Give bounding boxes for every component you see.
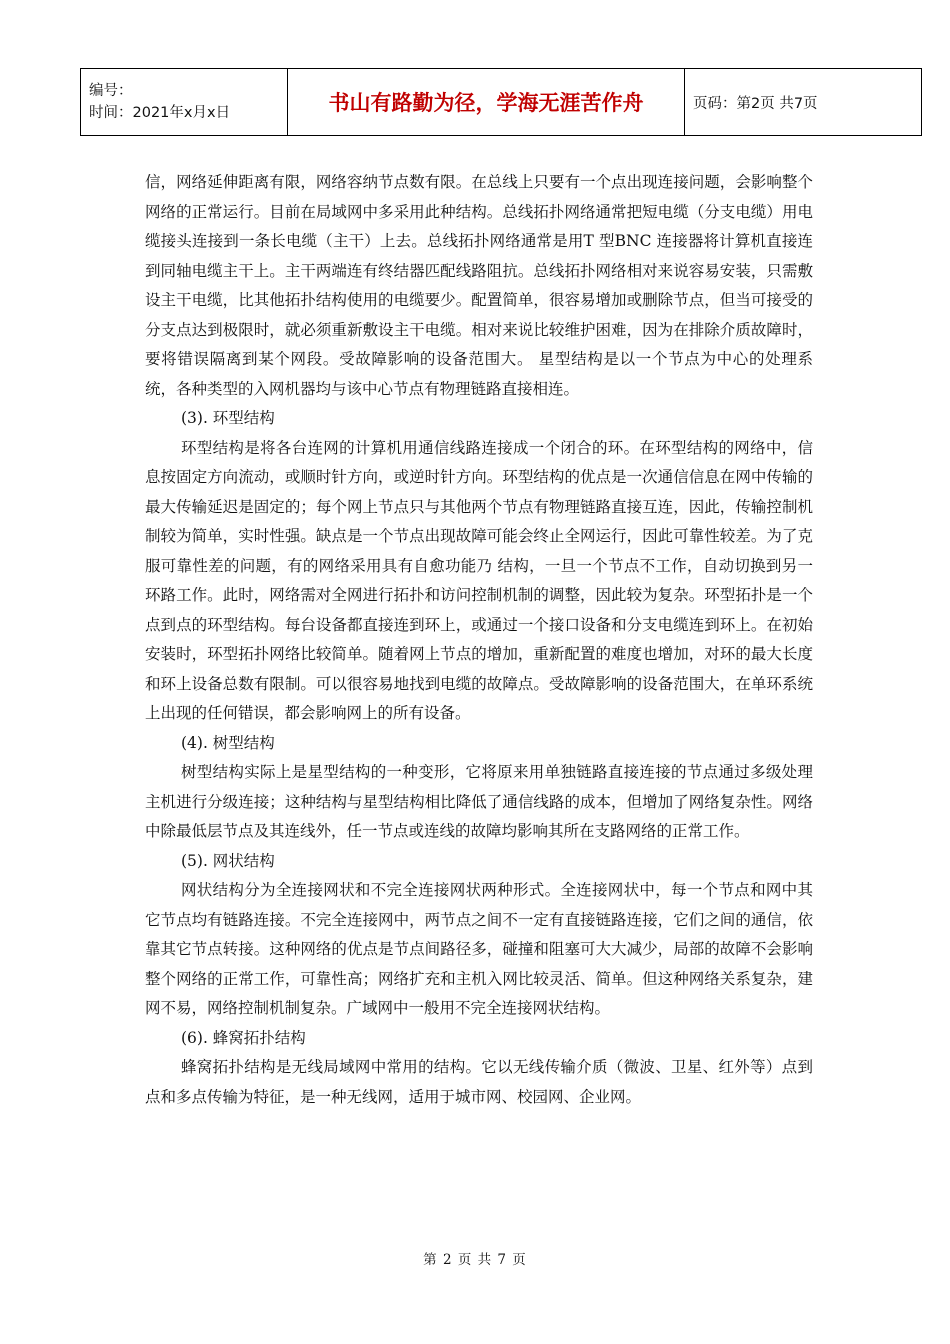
header-meta-cell <box>81 69 288 136</box>
page-header <box>80 68 922 136</box>
paragraph-tree-topology: 树型结构实际上是星型结构的一种变形，它将原来用单独链路直接连接的节点通过多级处理主机进行分级连接；这种结构与星型结构相比降低了通信线路的成本，但增加了网络复杂性。网络中除最低层节点及其连线外，任一节点或连线的故障均影响其所在支路网络的正常工作。 <box>145 763 813 840</box>
paragraph-cellular-topology: 蜂窝拓扑结构是无线局域网中常用的结构。它以无线传输介质（微波、卫星、红外等）点到点和多点传输为特征，是一种无线网，适用于城市网、校园网、企业网。 <box>145 1058 813 1106</box>
paragraph-mesh-topology: 网状结构分为全连接网状和不完全连接网状两种形式。全连接网状中，每一个节点和网中其它节点均有链路连接。不完全连接网中，两节点之间不一定有直接链路连接，它们之间的通信，依靠其它节点转接。这种网络的优点是节点间路径多，碰撞和阻塞可大大减少，局部的故障不会影响整个网络的正常工作，可靠性高；网络扩充和主机入网比较灵活、简单。但这种网络关系复杂，建网不易，网络控制机制复杂。广域网中一般用不完全连接网状结构。 <box>145 881 813 1017</box>
document-body <box>145 168 813 1112</box>
header-motto-cell <box>288 69 685 136</box>
document-number-label: 编号： <box>89 83 133 99</box>
page-footer: 第 2 页 共 7 页 <box>423 1252 527 1268</box>
paragraph-ring-topology: 环型结构是将各台连网的计算机用通信线路连接成一个闭合的环。在环型结构的网络中，信息按固定方向流动，或顺时针方向，或逆时针方向。环型结构的优点是一次通信信息在网中传输的最大传输延迟是固定的；每个网上节点只与其他两个节点有物理链路直接互连，因此，传输控制机制较为简单，实时性强。缺点是一个节点出现故障可能会终止全网运行，因此可靠性较差。为了克服可靠性差的问题，有的网络采用具有自愈功能乃 结构，一旦一个节点不工作，自动切换到另一环路工作。此时，网络需对全网进行拓扑和访问控制机制的调整，因此较为复杂。环型拓扑是一个点到点的环型结构。每台设备都直接连到环上，或通过一个接口设备和分支电缆连到环上。在初始安装时，环型拓扑网络比较简单。随着网上节点的增加，重新配置的难度也增加，对环的最大长度和环上设备总数有限制。可以很容易地找到电缆的故障点。受故障影响的设备范围大，在单环系统上出现的任何错误，都会影响网上的所有设备。 <box>145 438 813 722</box>
heading-cellular-topology: (6). 蜂窝拓扑结构 <box>181 1028 306 1047</box>
heading-ring-topology: (3). 环型结构 <box>181 409 275 427</box>
heading-mesh-topology: (5). 网状结构 <box>181 851 275 870</box>
paragraph-bus-topology: 信，网络延伸距离有限，网络容纳节点数有限。在总线上只要有一个点出现连接问题，会影响整个网络的正常运行。目前在局域网中多采用此种结构。总线拓扑网络通常把短电缆（分支电缆）用电缆接头连接到一条长电缆（主干）上去。总线拓扑网络通常是用T 型BNC 连接器将计算机直接连到同轴电缆主干上。主干两端连有终结器匹配线路阻抗。总线拓扑网络相对来说容易安装，只需敷设主干电缆，比其他拓扑结构使用的电缆要少。配置简单，很容易增加或删除节点，但当可接受的分支点达到极限时，就必须重新敷设主干电缆。相对来说比较维护困难，因为在排除介质故障时，要将错误隔离到某个网段。受故障影响的设备范围大。 星型结构是以一个节点为中心的处理系统，各种类型的入网机器均与该中心节点有物理链路直接相连。 <box>145 173 813 398</box>
header-page-cell <box>685 69 922 136</box>
document-date: 时间：2021年x月x日 <box>89 105 231 121</box>
header-page-code: 页码：第2页 共7页 <box>693 95 818 112</box>
header-motto: 书山有路勤为径，学海无涯苦作舟 <box>328 91 644 115</box>
heading-tree-topology: (4). 树型结构 <box>181 733 275 752</box>
